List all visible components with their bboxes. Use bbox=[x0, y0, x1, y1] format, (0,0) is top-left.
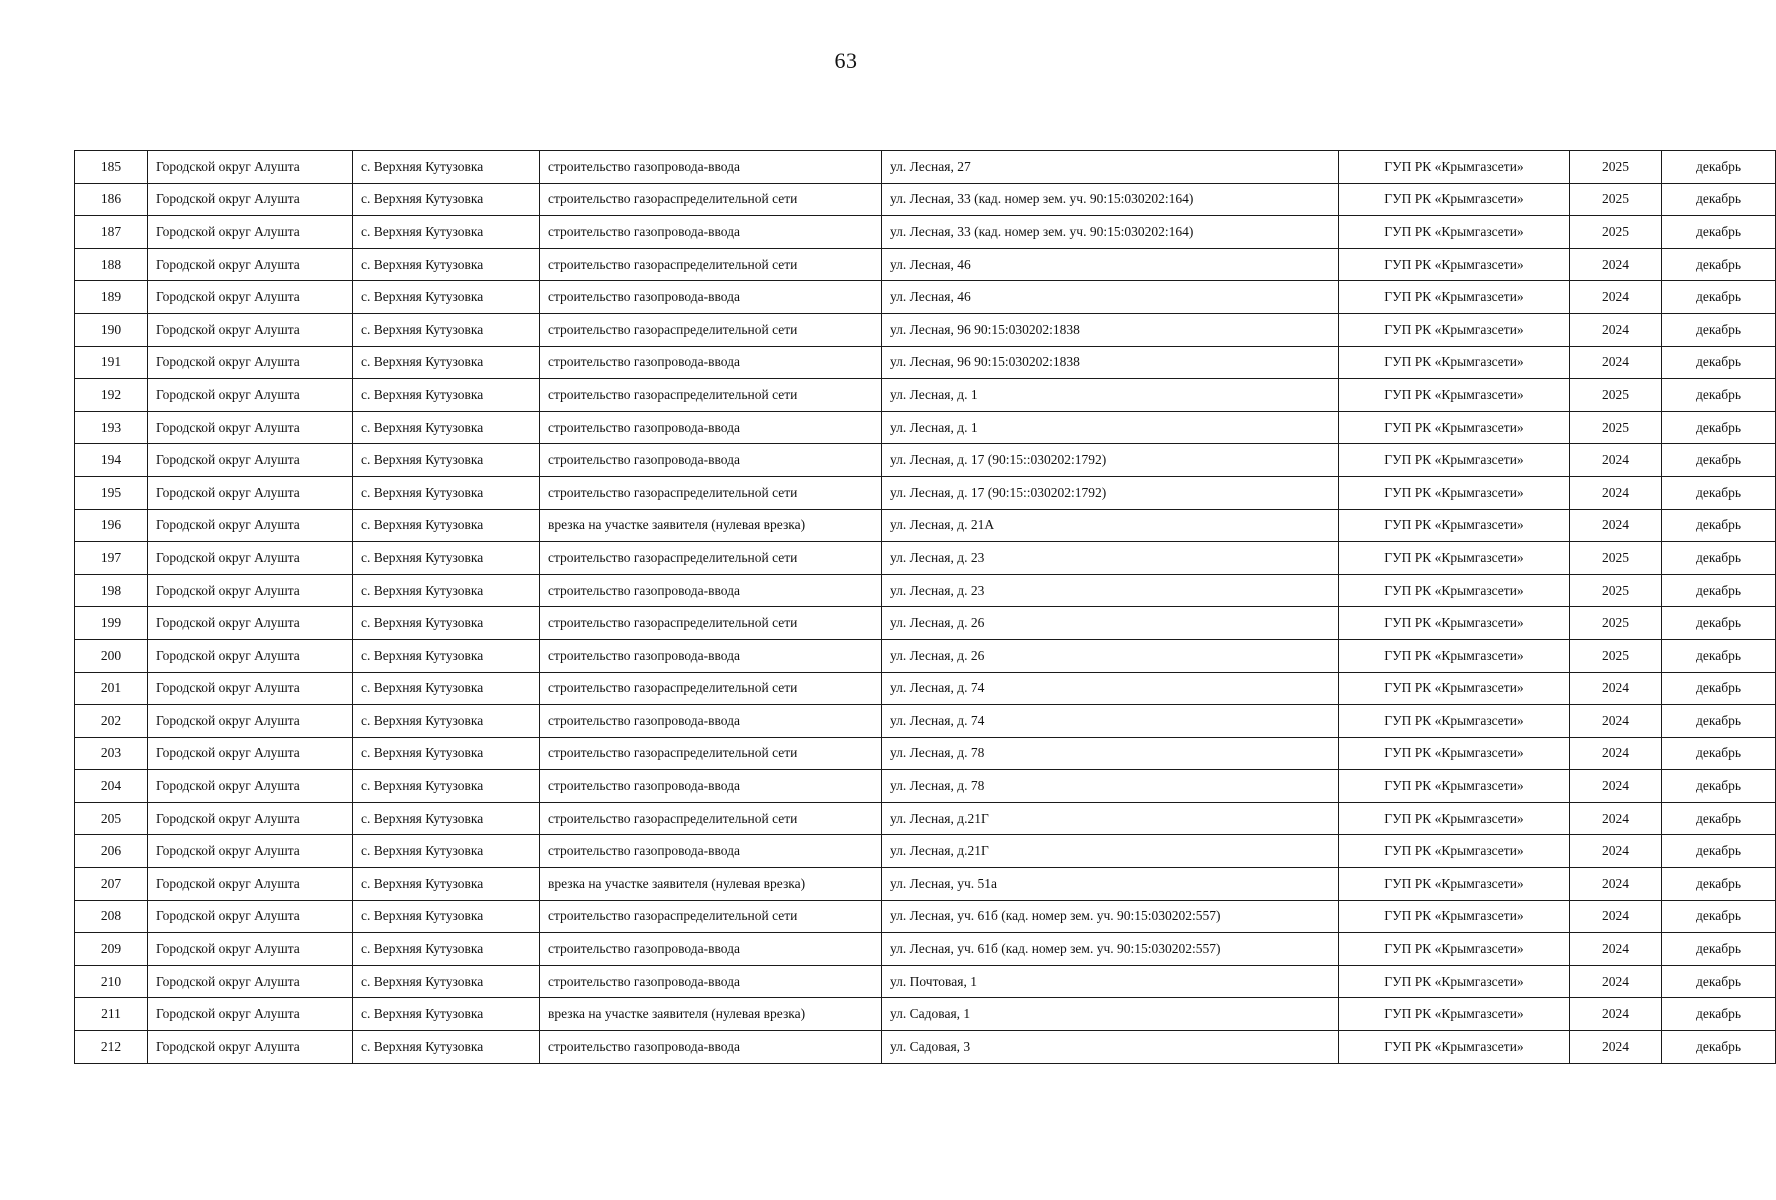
district-cell: Городской округ Алушта bbox=[148, 411, 353, 444]
address-cell: ул. Лесная, д.21Г bbox=[882, 835, 1339, 868]
organization-cell: ГУП РК «Крымгазсети» bbox=[1339, 248, 1570, 281]
address-cell: ул. Лесная, уч. 51а bbox=[882, 868, 1339, 901]
month-cell: декабрь bbox=[1662, 476, 1776, 509]
row-number-cell: 212 bbox=[75, 1031, 148, 1064]
row-number-cell: 195 bbox=[75, 476, 148, 509]
organization-cell: ГУП РК «Крымгазсети» bbox=[1339, 868, 1570, 901]
table-row bbox=[75, 216, 1776, 249]
district-cell: Городской округ Алушта bbox=[148, 900, 353, 933]
year-cell: 2024 bbox=[1570, 835, 1662, 868]
year-cell: 2025 bbox=[1570, 574, 1662, 607]
page-number: 63 bbox=[834, 48, 858, 73]
gas-works-table bbox=[74, 150, 1776, 1064]
address-cell: ул. Садовая, 3 bbox=[882, 1031, 1339, 1064]
year-cell: 2025 bbox=[1570, 183, 1662, 216]
village-cell: с. Верхняя Кутузовка bbox=[353, 281, 540, 314]
organization-cell: ГУП РК «Крымгазсети» bbox=[1339, 509, 1570, 542]
row-number-cell: 201 bbox=[75, 672, 148, 705]
work-type-cell: строительство газопровода-ввода bbox=[540, 639, 882, 672]
district-cell: Городской округ Алушта bbox=[148, 868, 353, 901]
work-type-cell: строительство газопровода-ввода bbox=[540, 965, 882, 998]
year-cell: 2024 bbox=[1570, 1031, 1662, 1064]
row-number-cell: 203 bbox=[75, 737, 148, 770]
district-cell: Городской округ Алушта bbox=[148, 444, 353, 477]
table-row bbox=[75, 444, 1776, 477]
village-cell: с. Верхняя Кутузовка bbox=[353, 835, 540, 868]
district-cell: Городской округ Алушта bbox=[148, 737, 353, 770]
table-row bbox=[75, 281, 1776, 314]
organization-cell: ГУП РК «Крымгазсети» bbox=[1339, 965, 1570, 998]
row-number-cell: 197 bbox=[75, 542, 148, 575]
month-cell: декабрь bbox=[1662, 933, 1776, 966]
table-row bbox=[75, 542, 1776, 575]
work-type-cell: строительство газопровода-ввода bbox=[540, 151, 882, 184]
address-cell: ул. Лесная, д. 23 bbox=[882, 574, 1339, 607]
district-cell: Городской округ Алушта bbox=[148, 151, 353, 184]
address-cell: ул. Лесная, 27 bbox=[882, 151, 1339, 184]
year-cell: 2024 bbox=[1570, 281, 1662, 314]
district-cell: Городской округ Алушта bbox=[148, 802, 353, 835]
month-cell: декабрь bbox=[1662, 868, 1776, 901]
village-cell: с. Верхняя Кутузовка bbox=[353, 183, 540, 216]
row-number-cell: 200 bbox=[75, 639, 148, 672]
table-row bbox=[75, 379, 1776, 412]
work-type-cell: строительство газораспределительной сети bbox=[540, 476, 882, 509]
year-cell: 2024 bbox=[1570, 998, 1662, 1031]
address-cell: ул. Почтовая, 1 bbox=[882, 965, 1339, 998]
village-cell: с. Верхняя Кутузовка bbox=[353, 900, 540, 933]
table-row bbox=[75, 313, 1776, 346]
work-type-cell: строительство газопровода-ввода bbox=[540, 1031, 882, 1064]
row-number-cell: 199 bbox=[75, 607, 148, 640]
month-cell: декабрь bbox=[1662, 835, 1776, 868]
year-cell: 2024 bbox=[1570, 248, 1662, 281]
year-cell: 2024 bbox=[1570, 737, 1662, 770]
work-type-cell: строительство газораспределительной сети bbox=[540, 802, 882, 835]
organization-cell: ГУП РК «Крымгазсети» bbox=[1339, 770, 1570, 803]
month-cell: декабрь bbox=[1662, 248, 1776, 281]
month-cell: декабрь bbox=[1662, 281, 1776, 314]
table-row bbox=[75, 639, 1776, 672]
year-cell: 2025 bbox=[1570, 607, 1662, 640]
row-number-cell: 190 bbox=[75, 313, 148, 346]
row-number-cell: 188 bbox=[75, 248, 148, 281]
table-row bbox=[75, 868, 1776, 901]
table-row bbox=[75, 346, 1776, 379]
year-cell: 2025 bbox=[1570, 151, 1662, 184]
village-cell: с. Верхняя Кутузовка bbox=[353, 542, 540, 575]
village-cell: с. Верхняя Кутузовка bbox=[353, 868, 540, 901]
village-cell: с. Верхняя Кутузовка bbox=[353, 639, 540, 672]
table-row bbox=[75, 770, 1776, 803]
table-row bbox=[75, 183, 1776, 216]
organization-cell: ГУП РК «Крымгазсети» bbox=[1339, 705, 1570, 738]
district-cell: Городской округ Алушта bbox=[148, 346, 353, 379]
organization-cell: ГУП РК «Крымгазсети» bbox=[1339, 444, 1570, 477]
work-type-cell: строительство газопровода-ввода bbox=[540, 705, 882, 738]
organization-cell: ГУП РК «Крымгазсети» bbox=[1339, 998, 1570, 1031]
address-cell: ул. Лесная, д.21Г bbox=[882, 802, 1339, 835]
table-row bbox=[75, 933, 1776, 966]
year-cell: 2024 bbox=[1570, 965, 1662, 998]
address-cell: ул. Лесная, 96 90:15:030202:1838 bbox=[882, 346, 1339, 379]
address-cell: ул. Лесная, д. 17 (90:15::030202:1792) bbox=[882, 444, 1339, 477]
organization-cell: ГУП РК «Крымгазсети» bbox=[1339, 281, 1570, 314]
row-number-cell: 191 bbox=[75, 346, 148, 379]
work-type-cell: строительство газораспределительной сети bbox=[540, 248, 882, 281]
year-cell: 2024 bbox=[1570, 444, 1662, 477]
district-cell: Городской округ Алушта bbox=[148, 542, 353, 575]
row-number-cell: 208 bbox=[75, 900, 148, 933]
row-number-cell: 210 bbox=[75, 965, 148, 998]
district-cell: Городской округ Алушта bbox=[148, 248, 353, 281]
organization-cell: ГУП РК «Крымгазсети» bbox=[1339, 672, 1570, 705]
village-cell: с. Верхняя Кутузовка bbox=[353, 411, 540, 444]
village-cell: с. Верхняя Кутузовка bbox=[353, 313, 540, 346]
row-number-cell: 202 bbox=[75, 705, 148, 738]
organization-cell: ГУП РК «Крымгазсети» bbox=[1339, 476, 1570, 509]
district-cell: Городской округ Алушта bbox=[148, 313, 353, 346]
village-cell: с. Верхняя Кутузовка bbox=[353, 965, 540, 998]
address-cell: ул. Лесная, д. 26 bbox=[882, 607, 1339, 640]
work-type-cell: строительство газопровода-ввода bbox=[540, 281, 882, 314]
village-cell: с. Верхняя Кутузовка bbox=[353, 802, 540, 835]
row-number-cell: 186 bbox=[75, 183, 148, 216]
address-cell: ул. Лесная, 33 (кад. номер зем. уч. 90:15:030202:164) bbox=[882, 183, 1339, 216]
table-row bbox=[75, 1031, 1776, 1064]
organization-cell: ГУП РК «Крымгазсети» bbox=[1339, 933, 1570, 966]
work-type-cell: врезка на участке заявителя (нулевая врезка) bbox=[540, 868, 882, 901]
work-type-cell: строительство газораспределительной сети bbox=[540, 183, 882, 216]
month-cell: декабрь bbox=[1662, 672, 1776, 705]
table-row bbox=[75, 672, 1776, 705]
work-type-cell: строительство газораспределительной сети bbox=[540, 607, 882, 640]
district-cell: Городской округ Алушта bbox=[148, 672, 353, 705]
year-cell: 2024 bbox=[1570, 313, 1662, 346]
address-cell: ул. Лесная, д. 23 bbox=[882, 542, 1339, 575]
organization-cell: ГУП РК «Крымгазсети» bbox=[1339, 542, 1570, 575]
work-type-cell: строительство газораспределительной сети bbox=[540, 672, 882, 705]
month-cell: декабрь bbox=[1662, 444, 1776, 477]
month-cell: декабрь bbox=[1662, 737, 1776, 770]
address-cell: ул. Садовая, 1 bbox=[882, 998, 1339, 1031]
work-type-cell: врезка на участке заявителя (нулевая врезка) bbox=[540, 998, 882, 1031]
year-cell: 2025 bbox=[1570, 379, 1662, 412]
row-number-cell: 192 bbox=[75, 379, 148, 412]
district-cell: Городской округ Алушта bbox=[148, 770, 353, 803]
year-cell: 2024 bbox=[1570, 802, 1662, 835]
address-cell: ул. Лесная, д. 78 bbox=[882, 737, 1339, 770]
district-cell: Городской округ Алушта bbox=[148, 379, 353, 412]
village-cell: с. Верхняя Кутузовка bbox=[353, 346, 540, 379]
row-number-cell: 211 bbox=[75, 998, 148, 1031]
work-type-cell: строительство газопровода-ввода bbox=[540, 574, 882, 607]
year-cell: 2024 bbox=[1570, 672, 1662, 705]
month-cell: декабрь bbox=[1662, 965, 1776, 998]
work-type-cell: строительство газопровода-ввода bbox=[540, 216, 882, 249]
village-cell: с. Верхняя Кутузовка bbox=[353, 509, 540, 542]
district-cell: Городской округ Алушта bbox=[148, 835, 353, 868]
village-cell: с. Верхняя Кутузовка bbox=[353, 216, 540, 249]
row-number-cell: 205 bbox=[75, 802, 148, 835]
table-row bbox=[75, 151, 1776, 184]
work-type-cell: врезка на участке заявителя (нулевая врезка) bbox=[540, 509, 882, 542]
village-cell: с. Верхняя Кутузовка bbox=[353, 998, 540, 1031]
row-number-cell: 196 bbox=[75, 509, 148, 542]
month-cell: декабрь bbox=[1662, 705, 1776, 738]
month-cell: декабрь bbox=[1662, 802, 1776, 835]
month-cell: декабрь bbox=[1662, 216, 1776, 249]
address-cell: ул. Лесная, д. 1 bbox=[882, 379, 1339, 412]
year-cell: 2024 bbox=[1570, 933, 1662, 966]
year-cell: 2024 bbox=[1570, 868, 1662, 901]
year-cell: 2025 bbox=[1570, 542, 1662, 575]
month-cell: декабрь bbox=[1662, 770, 1776, 803]
work-type-cell: строительство газораспределительной сети bbox=[540, 900, 882, 933]
work-type-cell: строительство газопровода-ввода bbox=[540, 770, 882, 803]
year-cell: 2024 bbox=[1570, 705, 1662, 738]
organization-cell: ГУП РК «Крымгазсети» bbox=[1339, 737, 1570, 770]
table-row bbox=[75, 900, 1776, 933]
year-cell: 2024 bbox=[1570, 770, 1662, 803]
address-cell: ул. Лесная, уч. 61б (кад. номер зем. уч. 90:15:030202:557) bbox=[882, 900, 1339, 933]
work-type-cell: строительство газораспределительной сети bbox=[540, 542, 882, 575]
table-row bbox=[75, 509, 1776, 542]
month-cell: декабрь bbox=[1662, 151, 1776, 184]
village-cell: с. Верхняя Кутузовка bbox=[353, 933, 540, 966]
organization-cell: ГУП РК «Крымгазсети» bbox=[1339, 313, 1570, 346]
address-cell: ул. Лесная, д. 74 bbox=[882, 705, 1339, 738]
work-type-cell: строительство газопровода-ввода bbox=[540, 411, 882, 444]
village-cell: с. Верхняя Кутузовка bbox=[353, 737, 540, 770]
village-cell: с. Верхняя Кутузовка bbox=[353, 1031, 540, 1064]
organization-cell: ГУП РК «Крымгазсети» bbox=[1339, 346, 1570, 379]
village-cell: с. Верхняя Кутузовка bbox=[353, 248, 540, 281]
table-body bbox=[75, 151, 1776, 1064]
village-cell: с. Верхняя Кутузовка bbox=[353, 607, 540, 640]
table-row bbox=[75, 737, 1776, 770]
month-cell: декабрь bbox=[1662, 574, 1776, 607]
row-number-cell: 193 bbox=[75, 411, 148, 444]
table-row bbox=[75, 835, 1776, 868]
organization-cell: ГУП РК «Крымгазсети» bbox=[1339, 216, 1570, 249]
district-cell: Городской округ Алушта bbox=[148, 607, 353, 640]
table-row bbox=[75, 705, 1776, 738]
district-cell: Городской округ Алушта bbox=[148, 574, 353, 607]
table-row bbox=[75, 476, 1776, 509]
village-cell: с. Верхняя Кутузовка bbox=[353, 151, 540, 184]
year-cell: 2025 bbox=[1570, 639, 1662, 672]
row-number-cell: 204 bbox=[75, 770, 148, 803]
work-type-cell: строительство газопровода-ввода bbox=[540, 444, 882, 477]
table-row bbox=[75, 607, 1776, 640]
district-cell: Городской округ Алушта bbox=[148, 476, 353, 509]
month-cell: декабрь bbox=[1662, 542, 1776, 575]
year-cell: 2024 bbox=[1570, 900, 1662, 933]
district-cell: Городской округ Алушта bbox=[148, 933, 353, 966]
row-number-cell: 207 bbox=[75, 868, 148, 901]
month-cell: декабрь bbox=[1662, 183, 1776, 216]
organization-cell: ГУП РК «Крымгазсети» bbox=[1339, 1031, 1570, 1064]
address-cell: ул. Лесная, д. 21А bbox=[882, 509, 1339, 542]
year-cell: 2024 bbox=[1570, 346, 1662, 379]
organization-cell: ГУП РК «Крымгазсети» bbox=[1339, 802, 1570, 835]
month-cell: декабрь bbox=[1662, 607, 1776, 640]
address-cell: ул. Лесная, д. 1 bbox=[882, 411, 1339, 444]
organization-cell: ГУП РК «Крымгазсети» bbox=[1339, 639, 1570, 672]
row-number-cell: 187 bbox=[75, 216, 148, 249]
row-number-cell: 198 bbox=[75, 574, 148, 607]
district-cell: Городской округ Алушта bbox=[148, 965, 353, 998]
organization-cell: ГУП РК «Крымгазсети» bbox=[1339, 835, 1570, 868]
work-type-cell: строительство газопровода-ввода bbox=[540, 346, 882, 379]
table-row bbox=[75, 574, 1776, 607]
table-row bbox=[75, 248, 1776, 281]
address-cell: ул. Лесная, д. 78 bbox=[882, 770, 1339, 803]
month-cell: декабрь bbox=[1662, 900, 1776, 933]
village-cell: с. Верхняя Кутузовка bbox=[353, 705, 540, 738]
address-cell: ул. Лесная, 46 bbox=[882, 248, 1339, 281]
row-number-cell: 185 bbox=[75, 151, 148, 184]
month-cell: декабрь bbox=[1662, 639, 1776, 672]
row-number-cell: 194 bbox=[75, 444, 148, 477]
work-type-cell: строительство газораспределительной сети bbox=[540, 313, 882, 346]
table-row bbox=[75, 411, 1776, 444]
village-cell: с. Верхняя Кутузовка bbox=[353, 379, 540, 412]
address-cell: ул. Лесная, 96 90:15:030202:1838 bbox=[882, 313, 1339, 346]
address-cell: ул. Лесная, 33 (кад. номер зем. уч. 90:15:030202:164) bbox=[882, 216, 1339, 249]
organization-cell: ГУП РК «Крымгазсети» bbox=[1339, 900, 1570, 933]
month-cell: декабрь bbox=[1662, 509, 1776, 542]
organization-cell: ГУП РК «Крымгазсети» bbox=[1339, 574, 1570, 607]
month-cell: декабрь bbox=[1662, 346, 1776, 379]
district-cell: Городской округ Алушта bbox=[148, 1031, 353, 1064]
village-cell: с. Верхняя Кутузовка bbox=[353, 770, 540, 803]
village-cell: с. Верхняя Кутузовка bbox=[353, 574, 540, 607]
month-cell: декабрь bbox=[1662, 411, 1776, 444]
organization-cell: ГУП РК «Крымгазсети» bbox=[1339, 411, 1570, 444]
district-cell: Городской округ Алушта bbox=[148, 183, 353, 216]
village-cell: с. Верхняя Кутузовка bbox=[353, 444, 540, 477]
year-cell: 2025 bbox=[1570, 216, 1662, 249]
table-row bbox=[75, 998, 1776, 1031]
address-cell: ул. Лесная, д. 26 bbox=[882, 639, 1339, 672]
district-cell: Городской округ Алушта bbox=[148, 998, 353, 1031]
work-type-cell: строительство газораспределительной сети bbox=[540, 737, 882, 770]
organization-cell: ГУП РК «Крымгазсети» bbox=[1339, 183, 1570, 216]
month-cell: декабрь bbox=[1662, 313, 1776, 346]
work-type-cell: строительство газопровода-ввода bbox=[540, 933, 882, 966]
address-cell: ул. Лесная, д. 17 (90:15::030202:1792) bbox=[882, 476, 1339, 509]
year-cell: 2024 bbox=[1570, 476, 1662, 509]
address-cell: ул. Лесная, д. 74 bbox=[882, 672, 1339, 705]
district-cell: Городской округ Алушта bbox=[148, 281, 353, 314]
year-cell: 2025 bbox=[1570, 411, 1662, 444]
row-number-cell: 189 bbox=[75, 281, 148, 314]
table-row bbox=[75, 802, 1776, 835]
month-cell: декабрь bbox=[1662, 1031, 1776, 1064]
organization-cell: ГУП РК «Крымгазсети» bbox=[1339, 379, 1570, 412]
district-cell: Городской округ Алушта bbox=[148, 639, 353, 672]
month-cell: декабрь bbox=[1662, 379, 1776, 412]
year-cell: 2024 bbox=[1570, 509, 1662, 542]
row-number-cell: 206 bbox=[75, 835, 148, 868]
district-cell: Городской округ Алушта bbox=[148, 216, 353, 249]
district-cell: Городской округ Алушта bbox=[148, 509, 353, 542]
month-cell: декабрь bbox=[1662, 998, 1776, 1031]
village-cell: с. Верхняя Кутузовка bbox=[353, 672, 540, 705]
work-type-cell: строительство газораспределительной сети bbox=[540, 379, 882, 412]
district-cell: Городской округ Алушта bbox=[148, 705, 353, 738]
organization-cell: ГУП РК «Крымгазсети» bbox=[1339, 151, 1570, 184]
table-row bbox=[75, 965, 1776, 998]
address-cell: ул. Лесная, 46 bbox=[882, 281, 1339, 314]
address-cell: ул. Лесная, уч. 61б (кад. номер зем. уч. 90:15:030202:557) bbox=[882, 933, 1339, 966]
village-cell: с. Верхняя Кутузовка bbox=[353, 476, 540, 509]
organization-cell: ГУП РК «Крымгазсети» bbox=[1339, 607, 1570, 640]
row-number-cell: 209 bbox=[75, 933, 148, 966]
work-type-cell: строительство газопровода-ввода bbox=[540, 835, 882, 868]
